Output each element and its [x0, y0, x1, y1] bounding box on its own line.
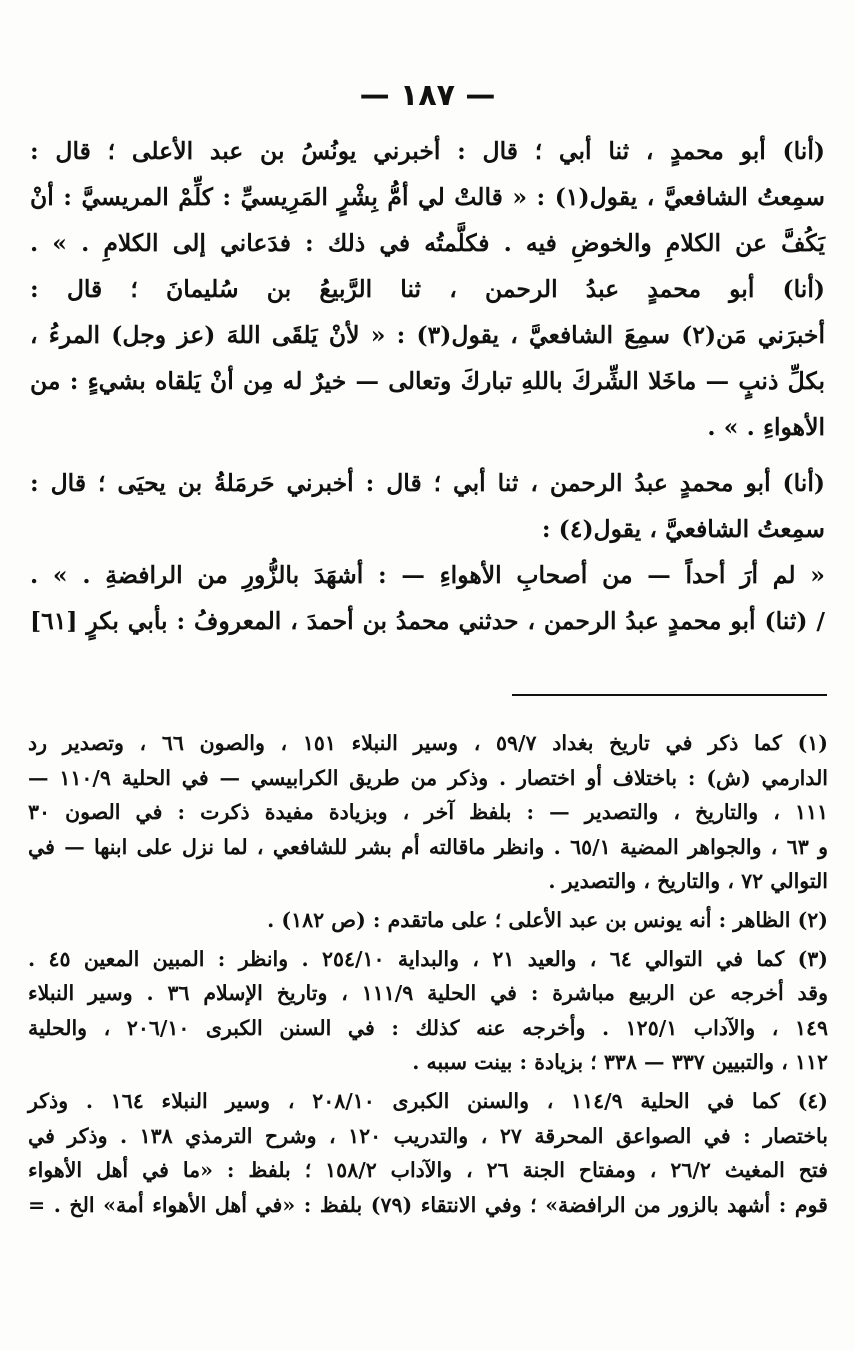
footnote-line: فتح المغيث ٢٦/٢ ، ومفتاح الجنة ٢٦ ، والآداب ١٥٨/٢ ؛ بلفظ : «ما في أهل الأهواء: [28, 1158, 828, 1183]
footnote-line: الدارمي (ش) : باختلاف أو اختصار . وذكر من طريق الكرابيسي — في الحلية ١١٠/٩ —: [28, 765, 829, 790]
footnote-line: باختصار : في الصواعق المحرقة ٢٧ ، والتدريب ١٢٠ ، وشرح الترمذي ١٣٨ . وذكر في: [28, 1123, 828, 1148]
page-number: — ١٨٧ —: [359, 78, 496, 113]
footnote-line: ١١١ ، والتاريخ ، والتصدير — : بلفظ آخر ، وبزيادة مفيدة ذكرت : في الصون ٣٠: [28, 800, 828, 825]
text-line: (أنا) أبو محمدٍ عبدُ الرحمن ، ثنا أبي ؛ قال : أخبرني حَرمَلةُ بن يحيَى ؛ قال :: [30, 469, 825, 497]
text-line: سمِعتُ الشافعيَّ ، يقول(٤) :: [541, 515, 825, 543]
text-line: الأهواءِ . » .: [707, 413, 825, 441]
footnote-line: ١٤٩ ، والآداب ١٢٥/١ . وأخرجه عنه كذلك : في السنن الكبرى ٢٠٦/١٠ ، والحلية: [28, 1015, 829, 1040]
footnote-line: و ٦٣ ، والجواهر المضية ٦٥/١ . وانظر ماقالته أم بشر للشافعي ، لما نزل على ابنها — في: [28, 834, 828, 859]
footnote-line: ١١٢ ، والتبيين ٣٣٧ — ٣٣٨ ؛ بزيادة : بينت سببه .: [412, 1050, 828, 1075]
text-line: (أنا) أبو محمدٍ ، ثنا أبي ؛ قال : أخبرني يونُسُ بن عبد الأعلى ؛ قال :: [30, 137, 825, 165]
footnote-line: (١) كما ذكر في تاريخ بغداد ٥٩/٧ ، وسير النبلاء ١٥١ ، والصون ٦٦ ، وتصدير رد: [28, 731, 828, 755]
footnote-line: قوم : أشهد بالزور من الرافضة» ؛ وفي الانتقاء (٧٩) بلفظ : «في أهل الأهواء أمة» الخ . =: [28, 1192, 828, 1217]
footnote-line: (٣) كما في التوالي ٦٤ ، والعيد ٢١ ، والبداية ٢٥٤/١٠ . وانظر : المبين المعين ٤٥ .: [28, 946, 828, 971]
text-line: يَكُفَّ عن الكلامِ والخوضِ فيه . فكلَّمتُه في ذلك : فدَعاني إلى الكلامِ . » .: [30, 229, 825, 257]
text-line: (أنا) أبو محمدٍ عبدُ الرحمن ، ثنا الرَّبيعُ بن سُليمانَ ؛ قال :: [30, 275, 825, 303]
footnote-line: التوالي ٧٢ ، والتاريخ ، والتصدير .: [548, 869, 828, 894]
footnote-line: (٢) الظاهر : أنه يونس بن عبد الأعلى ؛ على ماتقدم : (ص ١٨٢) .: [267, 907, 828, 932]
main-text: [30, 128, 825, 644]
text-line: / (ثنا) أبو محمدٍ عبدُ الرحمن ، حدثني محمدُ بن أحمدَ ، المعروفُ : بأبي بكرٍ [٦١]: [30, 607, 825, 635]
text-line: بكلِّ ذنبٍ — ماخَلا الشِّركَ باللهِ تباركَ وتعالى — خيرٌ له مِن أنْ يَلقاه بشيءٍ : من: [30, 367, 825, 395]
text-line: « لم أرَ أحداً — من أصحابِ الأهواءِ — : أشهَدَ بالزُّورِ من الرافضةِ . » .: [30, 561, 825, 589]
footnotes: [28, 726, 828, 1222]
text-line: أخبرَني مَن(٢) سمِعَ الشافعيَّ ، يقول(٣) : « لأنْ يَلقَى اللهَ (عز وجل) المرءُ ،: [30, 321, 825, 349]
footnote-line: (٤) كما في الحلية ١١٤/٩ ، والسنن الكبرى ٢٠٨/١٠ ، وسير النبلاء ١٦٤ . وذكر: [28, 1088, 828, 1113]
text-line: سمِعتُ الشافعيَّ ، يقول(١) : « قالتْ لي أمُّ بِشْرٍ المَرِيسيِّ : كلِّمْ المريسيَّ : أنْ: [30, 183, 825, 211]
footnote-separator: [512, 694, 827, 696]
footnote-line: وقد أخرجه عن الربيع مباشرة : في الحلية ١١١/٩ ، وتاريخ الإسلام ٣٦ . وسير النبلاء: [28, 981, 829, 1006]
